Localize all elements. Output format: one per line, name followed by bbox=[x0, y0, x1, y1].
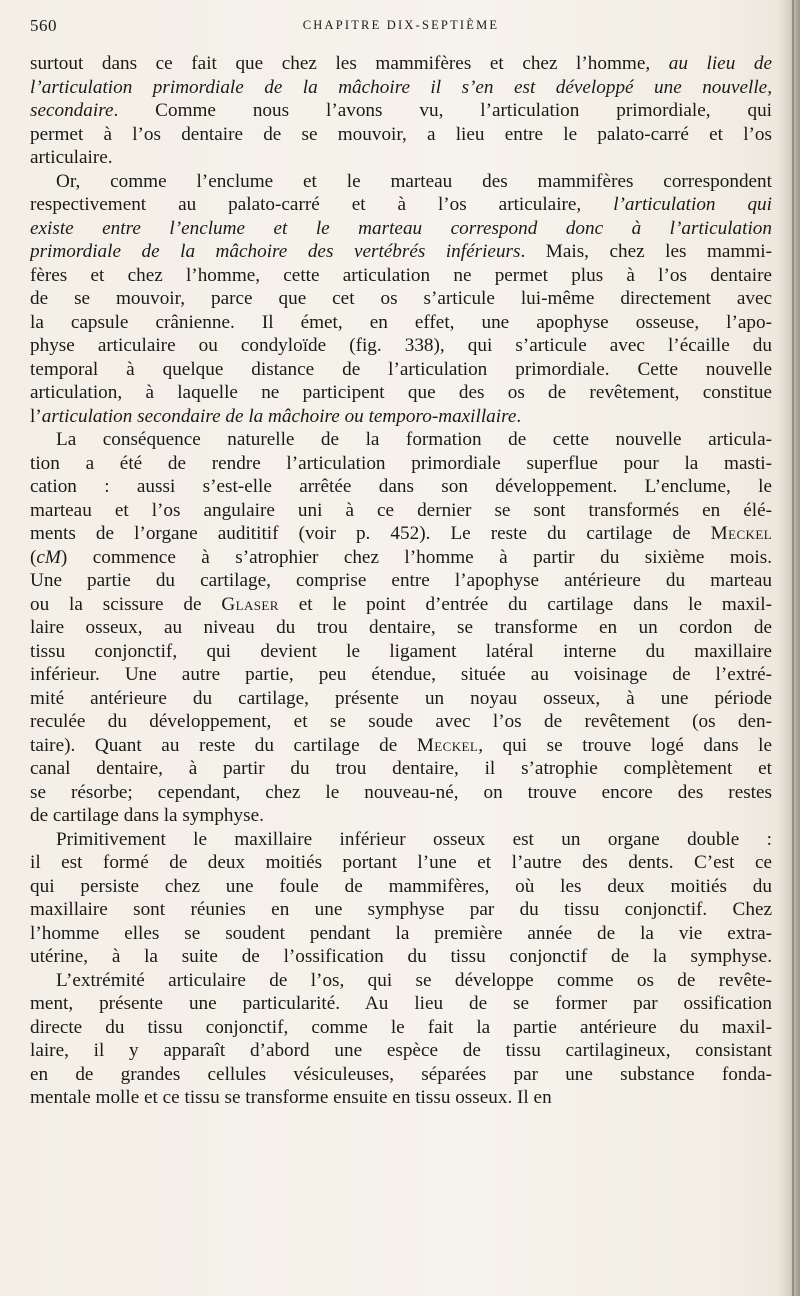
italic-text: au lieu de bbox=[668, 53, 772, 74]
text-line bbox=[30, 170, 772, 194]
text-segment: maxillaire sont réunies en une symphyse par du tissu conjonctif. Chez bbox=[30, 899, 772, 920]
text-line bbox=[30, 405, 772, 429]
italic-text: existe entre l’enclume et le marteau correspond donc à l’articulation bbox=[30, 217, 772, 239]
text-line bbox=[30, 287, 772, 311]
text-line bbox=[30, 1063, 772, 1087]
text-segment: articulation, à laquelle ne participent que des os de revêtement, constitue bbox=[30, 382, 772, 403]
text-segment: La conséquence naturelle de la formation de cette nouvelle articula- bbox=[56, 429, 772, 450]
text-line bbox=[30, 663, 772, 687]
text-segment: il est formé de deux moitiés portant l’une et l’autre des dents. C’est ce bbox=[30, 852, 772, 873]
text-segment: laire osseux, au niveau du trou dentaire, se transforme en un cordon de bbox=[30, 617, 772, 638]
text-line bbox=[30, 992, 772, 1016]
text-segment: ment, présente une particularité. Au lieu de se former par ossification bbox=[30, 993, 772, 1014]
text-line bbox=[30, 452, 772, 476]
text-line bbox=[30, 52, 772, 76]
page-header bbox=[30, 16, 772, 42]
text-line bbox=[30, 475, 772, 499]
text-line bbox=[30, 334, 772, 358]
text-line bbox=[30, 616, 772, 640]
text-line bbox=[30, 499, 772, 523]
text-segment: directe du tissu conjonctif, comme le fait la partie antérieure du maxil- bbox=[30, 1016, 772, 1038]
text-line bbox=[30, 922, 772, 946]
text-segment: reculée du développement, et se soude avec l’os de revêtement (os den- bbox=[30, 711, 772, 732]
small-caps-name: Meckel bbox=[416, 734, 479, 756]
text-segment: mité antérieure du cartilage, présente un noyau osseux, à une période bbox=[30, 687, 772, 709]
text-line bbox=[30, 969, 772, 993]
small-caps-name: Meckel bbox=[710, 523, 772, 544]
text-line bbox=[30, 569, 772, 593]
text-segment: se résorbe; cependant, chez le nouveau-né, on trouve encore des restes bbox=[30, 781, 772, 803]
text-line bbox=[30, 358, 772, 382]
text-line bbox=[30, 240, 772, 264]
text-segment: Primitivement le maxillaire inférieur osseux est un organe double : bbox=[56, 828, 772, 850]
text-segment: tissu conjonctif, qui devient le ligament latéral interne du maxillaire bbox=[30, 640, 772, 662]
text-line bbox=[30, 76, 772, 100]
text-line bbox=[30, 264, 772, 288]
text-segment: taire). Quant au reste du cartilage de bbox=[30, 734, 417, 756]
text-segment: l’homme elles se soudent pendant la première année de la vie extra- bbox=[30, 922, 772, 944]
text-line bbox=[30, 99, 772, 123]
text-segment: ) commence à s’atrophier chez l’homme à partir du sixième mois. bbox=[60, 546, 772, 568]
running-head: CHAPITRE DIX-SEPTIÈME bbox=[302, 18, 500, 32]
text-line bbox=[30, 546, 772, 570]
text-line bbox=[30, 757, 772, 781]
text-line bbox=[30, 734, 772, 758]
text-segment: physe articulaire ou condyloïde (fig. 338), qui s’articule avec l’écaille du bbox=[30, 335, 772, 356]
text-segment: canal dentaire, à partir du trou dentaire, il s’atrophie complètement et bbox=[30, 758, 772, 779]
italic-text: l’articulation primordiale de la mâchoire il s’en est développé une nouvelle, bbox=[30, 76, 772, 98]
text-segment: Une partie du cartilage, comprise entre l’apophyse antérieure du marteau bbox=[30, 570, 772, 591]
body-text bbox=[30, 52, 772, 1110]
text-segment: ou la scissure de bbox=[30, 593, 222, 615]
text-line bbox=[30, 1016, 772, 1040]
text-segment: temporal à quelque distance de l’articulation primordiale. Cette nouvelle bbox=[30, 358, 772, 380]
text-line bbox=[30, 945, 772, 969]
text-segment: laire, il y apparaît d’abord une espèce de tissu cartilagineux, consistant bbox=[30, 1040, 772, 1061]
text-line bbox=[30, 1086, 772, 1110]
text-segment: permet à l’os dentaire de se mouvoir, a lieu entre le palato-carré et l’os bbox=[30, 123, 772, 145]
italic-text: l’articulation qui bbox=[613, 194, 772, 215]
text-line bbox=[30, 428, 772, 452]
text-segment: de se mouvoir, parce que cet os s’articule lui-même directement avec bbox=[30, 288, 772, 309]
italic-text: primordiale de la mâchoire des vertébrés inférieurs bbox=[30, 241, 521, 262]
text-segment: utérine, à la suite de l’ossification du tissu conjonctif de la symphyse. bbox=[30, 946, 772, 967]
italic-text: articulation secondaire de la mâchoire ou temporo-maxillaire bbox=[41, 405, 517, 427]
text-segment: ( bbox=[30, 546, 37, 568]
text-segment: articulaire. bbox=[30, 147, 113, 168]
text-line bbox=[30, 804, 772, 828]
page-edge-line bbox=[792, 0, 794, 1296]
text-segment: . Comme nous l’avons vu, l’articulation primordiale, qui bbox=[113, 100, 772, 121]
text-line bbox=[30, 146, 772, 170]
text-segment: , qui se trouve logé dans le bbox=[478, 734, 772, 756]
text-line bbox=[30, 898, 772, 922]
text-segment: marteau et l’os angulaire uni à ce dernier se sont transformés en élé- bbox=[30, 499, 772, 521]
text-segment: fères et chez l’homme, cette articulation ne permet plus à l’os dentaire bbox=[30, 264, 772, 286]
text-line bbox=[30, 311, 772, 335]
text-line bbox=[30, 381, 772, 405]
text-segment: respectivement au palato-carré et à l’os articulaire, bbox=[30, 194, 614, 215]
small-caps-name: Glaser bbox=[221, 593, 279, 615]
text-segment: en de grandes cellules vésiculeuses, séparées par une substance fonda- bbox=[30, 1063, 772, 1085]
text-line bbox=[30, 522, 772, 546]
page-edge-shadow bbox=[778, 0, 800, 1296]
text-line bbox=[30, 1039, 772, 1063]
text-segment: de cartilage dans la symphyse. bbox=[30, 805, 264, 826]
text-segment: la capsule crânienne. Il émet, en effet, une apophyse osseuse, l’apo- bbox=[30, 311, 772, 333]
page-number: 560 bbox=[30, 16, 57, 35]
text-line bbox=[30, 640, 772, 664]
text-segment: cation : aussi s’est-elle arrêtée dans son développement. L’enclume, le bbox=[30, 476, 772, 497]
text-line bbox=[30, 593, 772, 617]
text-segment: qui persiste chez une foule de mammifères, où les deux moitiés du bbox=[30, 875, 772, 897]
text-segment: surtout dans ce fait que chez les mammifères et chez l’homme, bbox=[30, 53, 669, 74]
text-line bbox=[30, 217, 772, 241]
text-line bbox=[30, 123, 772, 147]
text-segment: . bbox=[516, 405, 522, 427]
text-segment: l’ bbox=[30, 405, 42, 427]
text-line bbox=[30, 710, 772, 734]
text-segment: . Mais, chez les mammi- bbox=[520, 241, 772, 262]
text-segment: ments de l’organe audititif (voir p. 452). Le reste du cartilage de bbox=[30, 523, 711, 544]
text-line bbox=[30, 687, 772, 711]
text-line bbox=[30, 781, 772, 805]
italic-text: cM bbox=[36, 546, 61, 568]
text-line bbox=[30, 193, 772, 217]
italic-text: secondaire bbox=[30, 100, 114, 121]
text-line bbox=[30, 875, 772, 899]
text-line bbox=[30, 828, 772, 852]
text-segment: et le point d’entrée du cartilage dans le maxil- bbox=[278, 593, 772, 615]
text-line bbox=[30, 851, 772, 875]
text-segment: Or, comme l’enclume et le marteau des mammifères correspondent bbox=[56, 170, 772, 192]
text-segment: inférieur. Une autre partie, peu étendue, située au voisinage de l’extré- bbox=[30, 664, 772, 685]
text-segment: mentale molle et ce tissu se transforme ensuite en tissu osseux. Il en bbox=[30, 1087, 552, 1108]
text-segment: tion a été de rendre l’articulation primordiale superflue pour la masti- bbox=[30, 452, 772, 474]
text-segment: L’extrémité articulaire de l’os, qui se développe comme os de revête- bbox=[56, 969, 772, 991]
